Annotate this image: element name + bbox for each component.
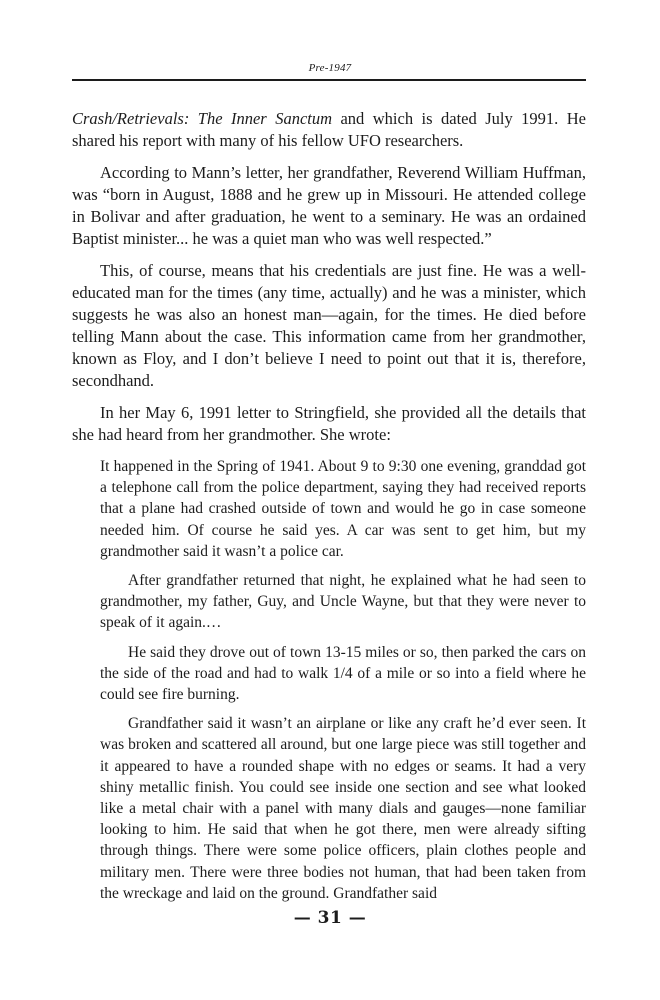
page-body — [72, 108, 586, 912]
paragraph-4: In her May 6, 1991 letter to Stringfield, she provided all the details that she had heard from her grandmother. She wrote: — [72, 403, 586, 444]
paragraph-1 — [72, 108, 586, 152]
quote-paragraph-1: It happened in the Spring of 1941. About 9 to 9:30 one evening, granddad got a telephone call from the police department, saying they had received reports that a plane had crashed outside of town and would he go in case someone needed him. Of course he said yes. A car was sent to get him, but my grandmother said it wasn’t a police car. — [100, 458, 586, 560]
paragraph-3: This, of course, means that his credentials are just fine. He was a well-educated man for the times (any time, actually) and he was a minister, which suggests he was also an honest man—again, for the times. He died before telling Mann about the case. This information came from her grandmother, known as Floy, and I don’t believe I need to point out that it is, therefore, secondhand. — [72, 261, 586, 390]
page-number: — 31 — — [293, 908, 367, 928]
quote-paragraph-2: After grandfather returned that night, he explained what he had seen to grandmother, my father, Guy, and Uncle Wayne, but that they were never to speak of it again.… — [100, 572, 586, 632]
running-head: Pre-1947 — [308, 62, 352, 74]
quote-paragraph-4: Grandfather said it wasn’t an airplane or like any craft he’d ever seen. It was broken and scattered all around, but one large piece was still together and it appeared to have a rounded shape with no edges or seams. It had a very shiny metallic finish. You could see inside one section and see what looked like a metal chair with a panel with many dials and gauges—none familiar looking to him. He said that when he got there, men were already sifting through things. There were some police officers, plain clothes people and military men. There were three bodies not human, that had been taken from the wreckage and laid on the ground. Grandfather said — [100, 715, 586, 902]
block-quote — [100, 456, 586, 904]
quote-paragraph-3: He said they drove out of town 13-15 miles or so, then parked the cars on the side of the road and had to walk 1/4 of a mile or so into a field where he could see fire burning. — [100, 643, 586, 704]
paragraph-2: According to Mann’s letter, her grandfather, Reverend William Huffman, was “born in August, 1888 and he grew up in Missouri. He attended college in Bolivar and after graduation, he went to a seminary. He was an ordained Baptist minister... he was a quiet man who was well respected.” — [72, 163, 586, 248]
book-title: Crash/Retrievals: The Inner Sanctum — [72, 109, 333, 128]
paragraph-1-text: and which is dated July 1991. He shared his report with many of his fellow UFO researchers. — [72, 109, 586, 150]
header-rule — [72, 79, 586, 81]
